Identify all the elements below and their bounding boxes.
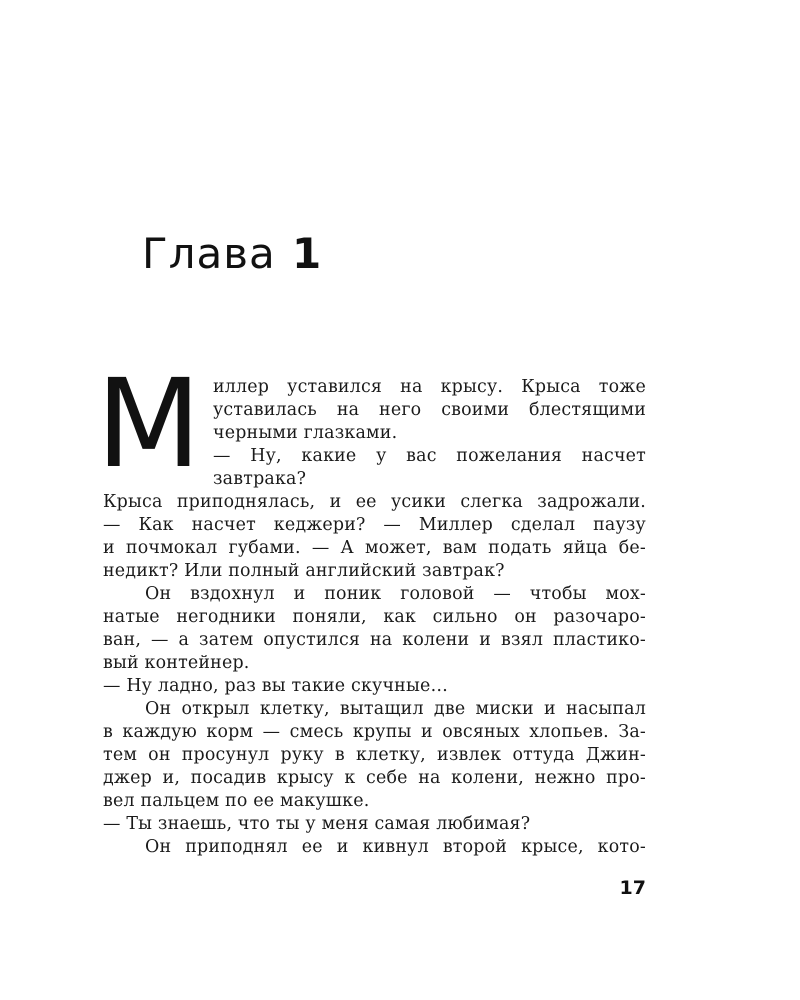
text-line: Он открыл клетку, вытащил две миски и насыпал — [145, 699, 646, 719]
text-line: вый контейнер. — [103, 653, 250, 673]
text-line: и почмокал губами. — А может, вам подать яйца бе- — [103, 538, 646, 558]
text-line: завтрака? — [213, 469, 307, 489]
text-line: ван, — а затем опустился на колени и взял пластико- — [103, 630, 646, 650]
text-line: — Ну, какие у вас пожелания насчет — [213, 446, 646, 466]
text-line: Крыса приподнялась, и ее усики слегка задрожали. — [103, 492, 646, 512]
text-line: Он вздохнул и поник головой — чтобы мох- — [145, 584, 646, 604]
text-line: Он приподнял ее и кивнул второй крысе, кото- — [145, 837, 646, 857]
page-number: 17 — [619, 877, 646, 899]
text-line: уставилась на него своими блестящими — [213, 400, 646, 420]
chapter-label: Глава — [142, 229, 276, 278]
text-line: — Ты знаешь, что ты у меня самая любимая? — [103, 814, 531, 834]
chapter-heading — [142, 226, 322, 282]
text-line: тем он просунул руку в клетку, извлек оттуда Джин- — [103, 745, 646, 765]
text-line: джер и, посадив крысу к себе на колени, нежно про- — [103, 768, 646, 788]
text-line: вел пальцем по ее макушке. — [103, 791, 370, 811]
text-line: недикт? Или полный английский завтрак? — [103, 561, 505, 581]
text-line: иллер уставился на крысу. Крыса тоже — [213, 377, 646, 397]
text-line: черными глазками. — [213, 423, 398, 443]
text-line: натые негодники поняли, как сильно он разочаро- — [103, 607, 646, 627]
text-line: — Как насчет кеджери? — Миллер сделал паузу — [103, 515, 646, 535]
text-line: — Ну ладно, раз вы такие скучные… — [103, 676, 449, 696]
drop-cap: М — [96, 353, 198, 495]
text-line: в каждую корм — смесь крупы и овсяных хлопьев. За- — [103, 722, 646, 742]
chapter-number: 1 — [292, 229, 323, 278]
